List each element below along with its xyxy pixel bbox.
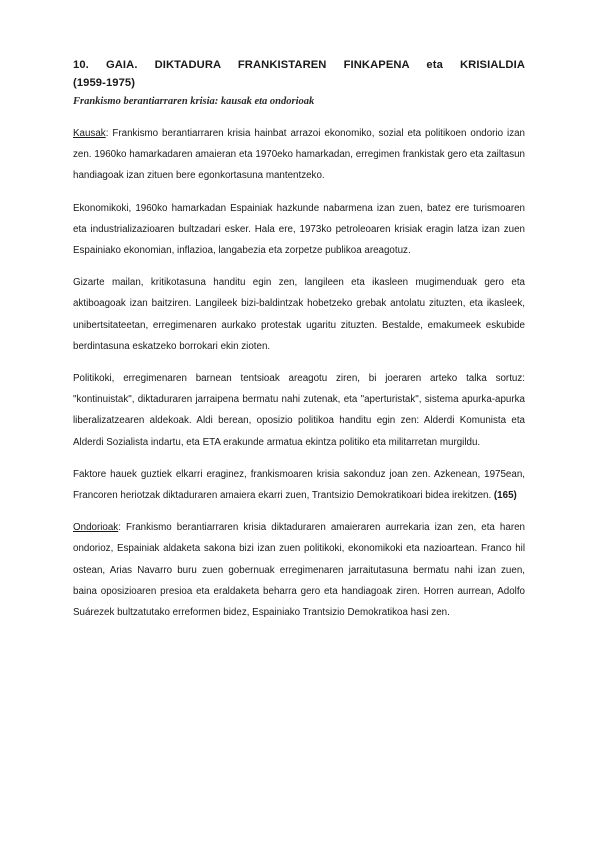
chapter-title-years: (1959-1975) xyxy=(73,77,136,89)
factors-text: Faktore hauek guztiek elkarri eraginez, frankismoaren krisia sakonduz joan zen. Azkenean, 1975ean, Francoren heriotzak diktaduraren amaiera ekarri zuen, Trantsizio Demokratikoari bidea irekitzen. xyxy=(73,468,525,502)
paragraph-society: Gizarte mailan, kritikotasuna handitu egin zen, langileen eta ikasleen mugimenduak gero eta aktiboagoak izan baitziren. Langileek bizi-baldintzak hobetzeko grebak antolatu zituzten, eta ikasleek, unibertsitateetan, erregimenaren aurkako protestak ugaritu zituzten. Bestalde, emakumeek eskubide berdintasuna eskatzeko borrokari ekin zioten. xyxy=(73,277,525,352)
paragraph-consequences xyxy=(73,517,525,623)
paragraph-causes xyxy=(73,123,525,187)
paragraph-economy: Ekonomikoki, 1960ko hamarkadan Espainiak hazkunde nabarmena izan zuen, batez ere turismoaren eta industrializazioaren bultzadari esker. Hala ere, 1973ko petroleoaren krisiak eragin latza izan zuen Espainiako ekonomian, inflazioa, langabezia eta zorpetze publikoa areagotuz. xyxy=(73,202,525,257)
section-subtitle: Frankismo berantiarraren krisia: kausak eta ondorioak xyxy=(73,96,315,107)
causes-text: : Frankismo berantiarraren krisia hainbat arrazoi ekonomiko, sozial eta politikoen ondorio izan zen. 1960ko hamarkadaren amaieran eta 1970eko hamarkadan, erregimen frankistak gero eta zailtasun handiagoak izan zituen bere egonkortasuna mantentzeko. xyxy=(73,128,525,182)
consequences-heading: Ondorioak xyxy=(73,522,119,534)
paragraph-factors xyxy=(73,464,525,506)
document-body xyxy=(73,56,525,623)
causes-heading: Kausak xyxy=(73,128,106,139)
word-count-reference: (165) xyxy=(493,490,517,502)
chapter-title-line1: 10. GAIA. DIKTADURA FRANKISTAREN FINKAPENA eta KRISIALDIA xyxy=(73,59,525,71)
consequences-text: : Frankismo berantiarraren krisia diktaduraren amaieraren aurrekaria izan zen, eta haren ondorioz, Espainiak aldaketa sakona bizi izan zuen politikoki, ekonomikoki eta nazioartean. Franco hil ostean, Arias Navarro buru zuen gobernuak erregimenaren jarraitutasuna bermatu nahi izan zuen, baina oposizioaren presioa eta eraldaketa beharra gero eta handiagoak ziren. Horren aurrean, Adolfo Suárezek bultzatutako erreformen bidez, Espainiako Trantsizio Demokratikoa hasi zen. xyxy=(73,522,525,619)
paragraph-politics: Politikoki, erregimenaren barnean tentsioak areagotu ziren, bi joeraren arteko talka sortuz: "kontinuistak", diktaduraren jarraipena bermatu nahi zutenak, eta "aperturistak", sistema apurka-apurka liberalizatzearen aldekoak. Aldi berean, oposizio politikoa handitu egin zen: Alderdi Komunista eta Alderdi Sozialista indartu, eta ETA erakunde armatua ekintza politiko eta militarretan murgildu. xyxy=(73,373,525,448)
chapter-title xyxy=(73,56,525,92)
